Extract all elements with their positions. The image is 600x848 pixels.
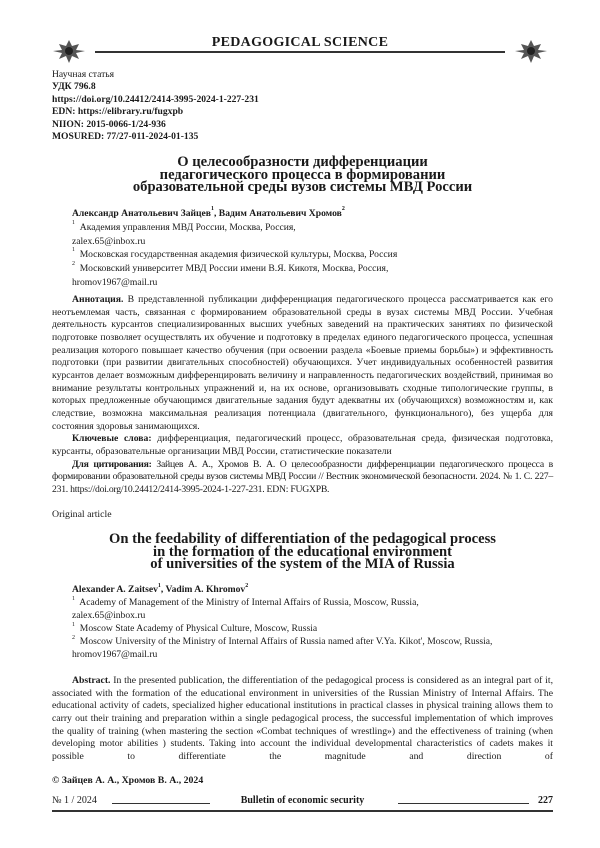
email[interactable]: hromov1967@mail.ru (72, 649, 552, 662)
abstract-label: Аннотация. (72, 294, 123, 305)
affiliation (72, 262, 552, 276)
abstract-label: Abstract. (72, 675, 110, 686)
author-name: Alexander A. Zaitsev (72, 584, 158, 595)
ru-authors (72, 207, 552, 290)
en-abstract (52, 675, 553, 763)
doi-link[interactable]: https://doi.org/10.24412/2414-3995-2024-1-227-231 (52, 94, 259, 106)
affiliation-sup: 2 (72, 635, 75, 641)
ru-title-line: педагогического процесса в формировании (52, 169, 553, 182)
page-number: 227 (538, 795, 553, 806)
header-rule (95, 51, 505, 53)
affiliation-text: Moscow State Academy of Physical Culture, Moscow, Russia (80, 623, 317, 634)
ru-keywords (52, 433, 553, 458)
abstract-text: В представленной публикации дифференциация педагогического процесса рассматривается как его неотъемлемая часть, связанная с формированием образовательной среды в вузах системы МВД России. Учебная деятельность курсантов специализированных высших учебных заведений на практических занятиях по физической подготовке позволяет осуществлять их обучение и подготовку в пределах единого педагогического процесса, успешная реализация которого повышает качество обучения (при освоении раздела «Боевые приемы борьбы») и эффективность подготовки (при развитии двигательных способностей) обучающихся. Учет индивидуальных особенностей развития курсантов делает возможным дифференцировать величину и направленность педагогических воздействий, принимая во внимание результаты контрольных упражнений и, на их основе, организовывать сходные типологические группы, в которых предложенные обучающимся двигательные задания будут адекватны их (обучающихся) возможностям и, как следствие, возможна максимальная реализация потенциала (двигательного, функционального), без ущерба для состояния здоровья занимающихся. (52, 294, 553, 432)
mvd-emblem-icon (52, 38, 86, 64)
author-sup: 1 (211, 206, 214, 212)
ru-abstract (52, 294, 553, 433)
affiliation-text: Moscow University of the Ministry of Internal Affairs of Russia named after V.Ya. Kikot', Moscow, Russia, (80, 636, 493, 647)
footer-rule (52, 810, 553, 812)
email[interactable]: zalex.65@inbox.ru (72, 235, 552, 249)
udk: УДК 796.8 (52, 81, 259, 93)
affiliation-text: Московская государственная академия физической культуры, Москва, Россия (80, 249, 397, 260)
ru-author-names: Александр Анатольевич Зайцев1, Вадим Анатольевич Хромов2 (72, 207, 552, 221)
affiliation-sup: 2 (72, 261, 75, 267)
en-article-type: Original article (52, 509, 112, 520)
affiliation-text: Московский университет МВД России имени В.Я. Кикотя, Москва, Россия, (80, 263, 389, 274)
ru-title-line: образовательной среды вузов системы МВД России (52, 181, 553, 194)
keywords-label: Ключевые слова: (72, 433, 152, 444)
mosured: MOSURED: 77/27-011-2024-01-135 (52, 131, 259, 143)
ru-abstract-block (52, 294, 553, 497)
affiliation-text: Academy of Management of the Ministry of Internal Affairs of Russia, Moscow, Russia, (79, 597, 418, 608)
article-metadata (52, 69, 259, 143)
en-title-line: of universities of the system of the MIA of Russia (52, 558, 553, 571)
en-title-line: On the feedability of differentiation of the pedagogical process (52, 533, 553, 546)
affiliation (72, 597, 552, 610)
author-sup: 2 (245, 583, 248, 589)
en-abstract-block (52, 675, 553, 763)
ru-title-line: О целесообразности дифференциации (52, 156, 553, 169)
section-header: PEDAGOGICAL SCIENCE (0, 35, 600, 51)
copyright: © Зайцев А. А., Хромов В. А., 2024 (52, 775, 203, 786)
email[interactable]: zalex.65@inbox.ru (72, 610, 552, 623)
page-footer (52, 795, 553, 809)
author-name: Вадим Анатольевич Хромов (219, 208, 342, 219)
edn-link[interactable]: EDN: https://elibrary.ru/fugxpb (52, 106, 259, 118)
author-name: Александр Анатольевич Зайцев (72, 208, 211, 219)
en-title (52, 533, 553, 571)
keywords-text: дифференциация, педагогический процесс, образовательная среда, физическая подготовка, курсанты, образовательные организации МВД России, статистические показатели (52, 433, 553, 457)
en-title-line: in the formation of the educational environment (52, 546, 553, 559)
abstract-text: In the presented publication, the differentiation of the pedagogical process is considered as an integral part of it, associated with the formation of the educational environment in universities of the Russian Ministry of Internal Affairs. The educational activity of cadets, specialized higher educational institutions in practical classes in physical training allows them to carry out their training and preparation within a single pedagogical process, the successful implementation of which improves the quality of training (when mastering the section «Combat techniques of wrestling») and the effectiveness of training (when developing motor abilities ) students. Taking into account the individual developmental characteristics of cadets makes it possible to differentiate the magnitude and direction of (52, 675, 553, 762)
citation-text: Зайцев А. А., Хромов В. А. О целесообразности дифференциации педагогического процесса в формировании образовательной среды вузов системы МВД России // Вестник экономической безопасности. 2024. № 1. С. 227–231. https://doi.org/10.24412/2414-3995-2024-1-227-231. EDN: FUGXPB. (52, 459, 553, 495)
issue-number: № 1 / 2024 (52, 795, 97, 806)
ru-citation (52, 459, 553, 497)
mvd-emblem-icon (514, 38, 548, 64)
ru-title (52, 156, 553, 194)
footer-rule-right (398, 803, 529, 804)
affiliation (72, 623, 552, 636)
affiliation-sup: 1 (72, 220, 75, 226)
author-sup: 2 (342, 206, 345, 212)
affiliation (72, 248, 552, 262)
email[interactable]: hromov1967@mail.ru (72, 276, 552, 290)
author-name: Vadim A. Khromov (166, 584, 246, 595)
journal-name: Bulletin of economic security (52, 795, 553, 806)
niion: NIION: 2015-0066-1/24-936 (52, 119, 259, 131)
article-type: Научная статья (52, 69, 259, 81)
affiliation-sup: 1 (72, 247, 75, 253)
citation-label: Для цитирования: (72, 459, 152, 470)
affiliation-sup: 1 (72, 596, 75, 602)
affiliation-text: Академия управления МВД России, Москва, Россия, (80, 222, 296, 233)
en-authors (72, 584, 552, 661)
affiliation-sup: 1 (72, 622, 75, 628)
affiliation (72, 221, 552, 235)
affiliation (72, 636, 552, 649)
en-author-names: Alexander A. Zaitsev1, Vadim A. Khromov2 (72, 584, 552, 597)
author-sup: 1 (158, 583, 161, 589)
